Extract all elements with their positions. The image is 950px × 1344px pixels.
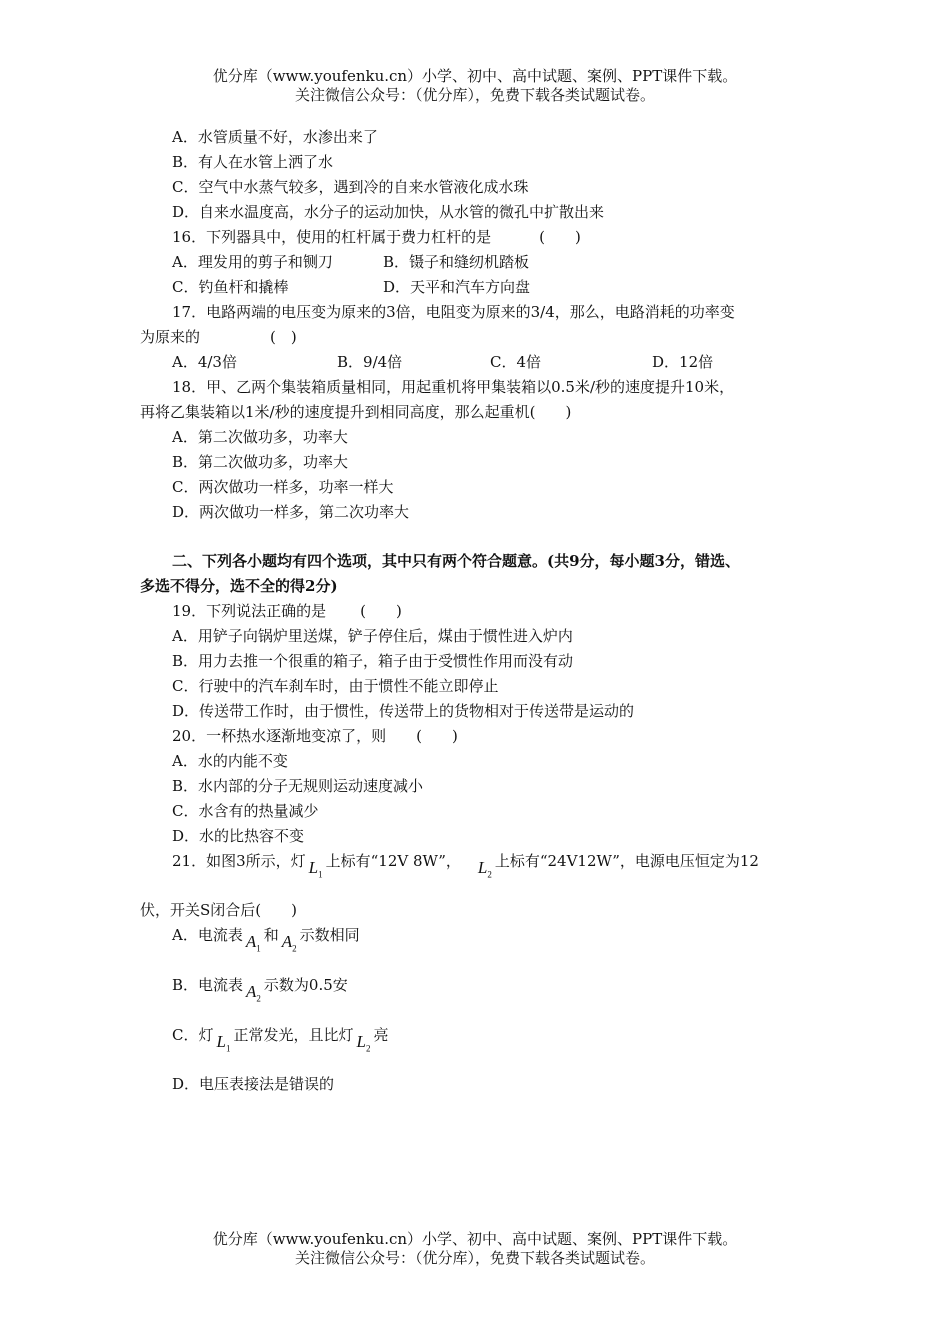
q17-option-b: B．9/4倍 [337,353,403,371]
q19-option-d: D．传送带工作时，由于惯性，传送带上的货物相对于传送带是运动的 [172,702,635,720]
symbol-A2b-letter: A [246,982,257,1001]
q20-stem-text: 20．一杯热水逐渐地变凉了，则 [172,727,387,745]
q20-stem [172,726,458,746]
q21-option-c-mid: 正常发光，且比灯 [233,1026,354,1044]
q16-stem-text: 16．下列器具中，使用的杠杆属于费力杠杆的是 [172,228,492,246]
symbol-A2-letter: A [281,932,293,951]
q19-stem-text: 19．下列说法正确的是 [172,602,327,620]
q19-answer-paren: ( ) [360,602,402,620]
q21-stem-line-2: 伏，开关S闭合后( ) [140,901,297,919]
symbol-A2b-sub: 2 [256,993,261,1004]
q16-option-c: C．钓鱼杆和撬棒 [172,278,289,296]
q21-option-a-pre: A．电流表 [172,926,243,944]
symbol-L2c-sub: 2 [365,1043,371,1054]
q20-option-c: C．水含有的热量减少 [172,802,319,820]
q19-option-a: A．用铲子向锅炉里送煤，铲子停住后，煤由于惯性进入炉内 [172,627,573,645]
q17-option-c: C．4倍 [490,353,542,371]
q19-stem [172,601,402,621]
q18-option-b: B．第二次做功多，功率大 [172,453,349,471]
q18-option-a: A．第二次做功多，功率大 [172,428,348,446]
symbol-L1c-sub: 1 [225,1043,231,1054]
q17-stem-line-2 [140,327,297,347]
q21-option-c [172,1025,389,1054]
q21-option-d: D．电压表接法是错误的 [172,1075,335,1093]
section-2-title-line-2: 多选不得分，选不全的得2分) [140,577,338,595]
header-line-1: 优分库（www.youfenku.cn）小学、初中、高中试题、案例、PPT课件下载。 [212,67,738,85]
q20-option-b: B．水内部的分子无规则运动速度减小 [172,777,424,795]
q21-option-a-post: 示数相同 [299,926,360,944]
q15-option-c: C．空气中水蒸气较多，遇到冷的自来水管液化成水珠 [172,178,529,196]
symbol-A1-letter: A [245,932,257,951]
symbol-L1-sub: 1 [318,869,323,880]
header-line-2: 关注微信公众号：（优分库），免费下载各类试题试卷。 [294,86,655,104]
q19-option-c: C．行驶中的汽车刹车时，由于惯性不能立即停止 [172,677,499,695]
q16-stem [172,227,581,247]
symbol-L2-sub: 2 [487,869,492,880]
q15-option-d: D．自来水温度高，水分子的运动加快，从水管的微孔中扩散出来 [172,203,605,221]
q16-answer-paren: ( ) [539,228,581,246]
q16-option-b: B．镊子和缝纫机踏板 [383,253,530,271]
q18-option-d: D．两次做功一样多，第二次功率大 [172,503,410,521]
q18-stem-line-2: 再将乙集装箱以1米/秒的速度提升到相同高度，那么起重机( ) [140,403,572,421]
q21-stem-post: 上标有“24V12W”，电源电压恒定为12 [494,852,759,870]
q15-option-a: A．水管质量不好，水渗出来了 [172,128,378,146]
symbol-L1-letter: L [308,858,319,877]
q17-stem-text: 为原来的 [140,328,201,346]
q21-option-a [172,925,360,954]
footer-line-2: 关注微信公众号：（优分库），免费下载各类试题试卷。 [294,1249,655,1267]
q21-stem-line-1 [172,851,759,880]
q20-option-a: A．水的内能不变 [172,752,288,770]
q16-option-a: A．理发用的剪子和铡刀 [172,253,333,271]
symbol-A2 [281,932,297,954]
symbol-L2 [477,858,492,880]
q17-option-d: D．12倍 [652,353,714,371]
q21-option-c-post: 亮 [373,1026,389,1044]
q21-option-b [172,975,348,1004]
q21-stem-pre: 21．如图3所示，灯 [172,852,306,870]
q16-option-d: D．天平和汽车方向盘 [383,278,531,296]
q17-option-a: A．4/3倍 [172,353,237,371]
symbol-A2b [246,982,261,1004]
q21-option-a-mid: 和 [263,926,279,944]
symbol-L1 [308,858,323,880]
page-header [0,67,950,105]
footer-line-1: 优分库（www.youfenku.cn）小学、初中、高中试题、案例、PPT课件下载。 [212,1230,738,1248]
q20-option-d: D．水的比热容不变 [172,827,305,845]
symbol-A2-sub: 2 [292,943,297,954]
q15-option-b: B．有人在水管上洒了水 [172,153,334,171]
q21-option-c-pre: C．灯 [172,1026,214,1044]
symbol-L1c [216,1032,231,1054]
page-footer [0,1230,950,1268]
q17-answer-paren: ( ) [270,328,297,346]
symbol-L1c-letter: L [216,1032,226,1051]
q18-option-c: C．两次做功一样多，功率一样大 [172,478,394,496]
section-2-title-line-1: 二、下列各小题均有四个选项，其中只有两个符合题意。(共9分，每小题3分，错选、 [172,552,740,570]
q18-stem-line-1: 18．甲、乙两个集装箱质量相同，用起重机将甲集装箱以0.5米/秒的速度提升10米， [172,378,735,396]
symbol-A1 [245,932,261,954]
q17-stem-line-1: 17．电路两端的电压变为原来的3倍，电阻变为原来的3/4，那么，电路消耗的功率变 [172,303,735,321]
q19-option-b: B．用力去推一个很重的箱子，箱子由于受惯性作用而没有动 [172,652,574,670]
q20-answer-paren: ( ) [416,727,458,745]
symbol-A1-sub: 1 [256,943,261,954]
q21-stem-mid: 上标有“12V 8W”， [325,852,461,870]
symbol-L2c-letter: L [356,1032,366,1051]
q21-option-b-post: 示数为0.5安 [263,976,348,994]
symbol-L2c [356,1032,371,1054]
q21-option-b-pre: B．电流表 [172,976,244,994]
symbol-L2-letter: L [477,858,488,877]
